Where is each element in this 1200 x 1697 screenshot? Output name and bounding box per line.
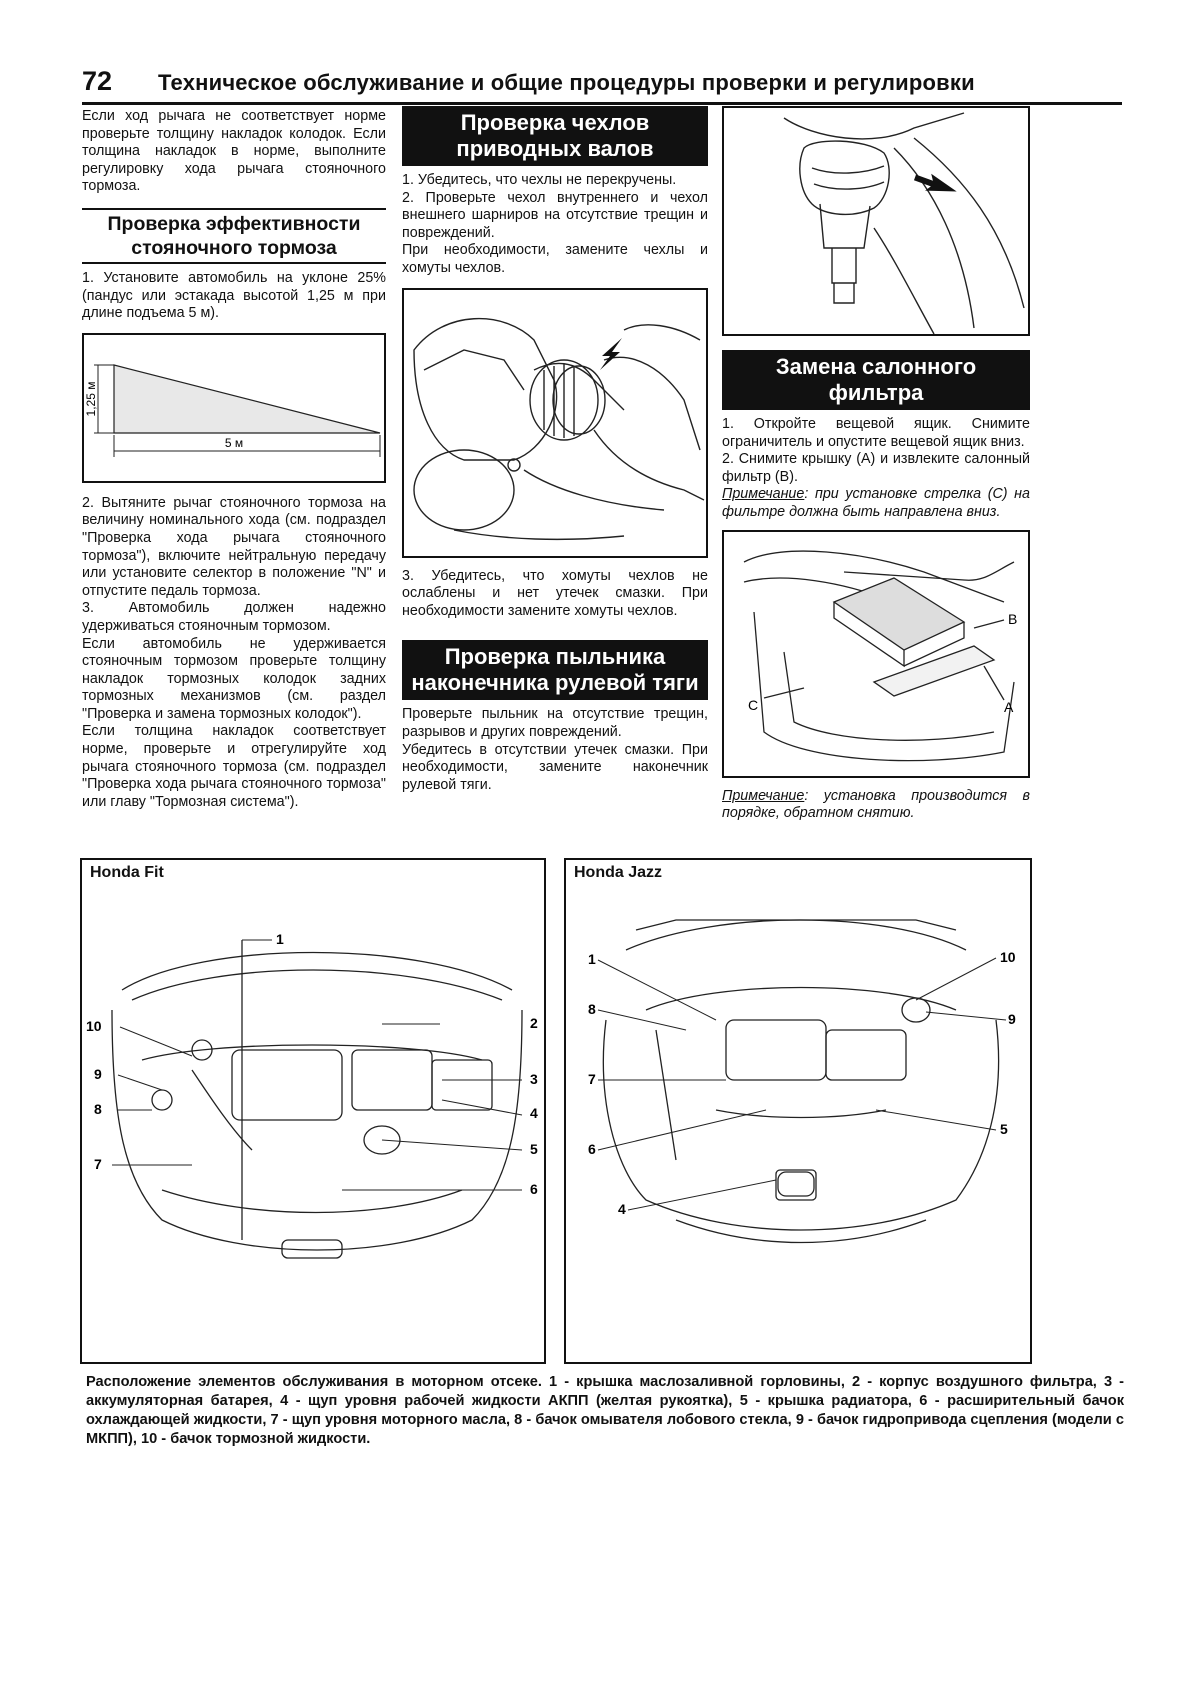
slope-figure (82, 333, 386, 483)
jazz-callout-6: 6 (588, 1141, 596, 1157)
jazz-callout-1: 1 (588, 951, 596, 967)
boots-paragraph: При необходимости, замените чехлы и хомуты чехлов. (402, 242, 708, 276)
jazz-callout-4: 4 (618, 1201, 626, 1217)
jazz-callout-9: 9 (1008, 1011, 1016, 1027)
boots-step-1: 1. Убедитесь, что чехлы не перекручены. (402, 172, 677, 188)
cv-boot-illustration (404, 290, 706, 556)
jazz-callout-5: 5 (1000, 1121, 1008, 1137)
cabin-filter-illustration (724, 532, 1028, 776)
figure-caption: Расположение элементов обслуживания в моторном отсеке. 1 - крышка маслозаливной горловины, 2 - корпус воздушного фильтра, 3 - аккумуляторная батарея, 4 - щуп уровня рабочей жидкости АКПП (желтая рукоятка), 5 - крышка радиатора, 6 - расширительный бачок охлаждающей жидкости, 7 - щуп уровня моторного масла, 8 - бачок омывателя лобового стекла, 9 - бачок гидропривода сцепления (модели с МКПП), 10 - бачок тормозной жидкости. (86, 1374, 1124, 1447)
section-title-cv-boots: Проверка чехлов приводных валов (402, 106, 708, 166)
boots-step-3: 3. Убедитесь, что хомуты чехлов не ослаблены и нет утечек смазки. При необходимости замените хомуты чехлов. (402, 567, 708, 619)
jazz-callout-10: 10 (1000, 949, 1016, 965)
cabin-filter-figure (722, 530, 1030, 778)
honda-fit-panel (80, 858, 546, 1364)
middle-column (402, 106, 708, 794)
fit-callout-1: 1 (276, 931, 284, 947)
paragraph-adjust: Если толщина накладок соответствует норме, проверьте и отрегулируйте ход рычага стояночного тормоза (см. подраздел "Проверка хода рычага стояночного тормоза" или главу "Тормозная система"). (82, 723, 386, 810)
filter-label-b: B (1008, 610, 1018, 627)
intro-paragraph: Если ход рычага не соответствует норме проверьте толщину накладок колодок. Если толщина накладок в норме, выполните регулировку хода рычага стояночного тормоза. (82, 108, 386, 195)
filter-step-2: 2. Снимите крышку (A) и извлеките салонный фильтр (B). (722, 451, 1030, 485)
tie-rod-illustration (724, 108, 1028, 334)
honda-fit-engine-illustration (82, 860, 544, 1362)
note-label: Примечание (722, 787, 805, 804)
fit-callout-4: 4 (530, 1105, 538, 1121)
honda-jazz-engine-illustration (566, 860, 1030, 1362)
fit-callout-8: 8 (94, 1101, 102, 1117)
tie-rod-paragraph-1: Проверьте пыльник на отсутствие трещин, разрывов и других повреждений. (402, 706, 708, 740)
fit-callout-6: 6 (530, 1181, 538, 1197)
tie-rod-paragraph-2: Убедитесь в отсутствии утечек смазки. При необходимости, замените наконечник рулевой тяги. (402, 741, 708, 793)
fit-callout-9: 9 (94, 1066, 102, 1082)
fit-callout-2: 2 (530, 1015, 538, 1031)
page-number: 72 (82, 66, 113, 96)
running-title: Техническое обслуживание и общие процедуры проверки и регулировки (158, 70, 975, 95)
tie-rod-figure (722, 106, 1030, 336)
filter-note-1 (722, 486, 1030, 521)
section-title-cabin-filter: Замена салонного фильтра (722, 350, 1030, 410)
honda-jazz-panel (564, 858, 1032, 1364)
note-label: Примечание (722, 486, 805, 503)
filter-step-1: 1. Откройте вещевой ящик. Снимите ограничитель и опустите вещевой ящик вниз. (722, 416, 1030, 450)
jazz-callout-8: 8 (588, 1001, 596, 1017)
step-3: 3. Автомобиль должен надежно удерживаться стояночным тормозом. (82, 600, 386, 634)
boots-step-2: 2. Проверьте чехол внутреннего и чехол внешнего шарниров на отсутствие трещин и повреждений. (402, 189, 708, 241)
fit-callout-5: 5 (530, 1141, 538, 1157)
page-header (82, 66, 1122, 105)
fit-callout-3: 3 (530, 1071, 538, 1087)
right-column (722, 106, 1030, 823)
slope-height-label: 1,25 м (84, 381, 98, 417)
paragraph-pads: Если автомобиль не удерживается стояночным тормозом проверьте толщину накладок тормозных колодок задних тормозных механизмов (см. раздел "Проверка и замена тормозных колодок"). (82, 635, 386, 722)
cv-boot-figure (402, 288, 708, 558)
fit-callout-7: 7 (94, 1156, 102, 1172)
note-text: : установка производится в порядке, обратном снятию. (722, 787, 1030, 822)
step-2: 2. Вытяните рычаг стояночного тормоза на величину номинального хода (см. подраздел "Проверка хода рычага стояночного тормоза"), включите нейтральную передачу или установите селектор в положение "N" и отпустите педаль тормоза. (82, 494, 386, 599)
note-text: : при установке стрелка (C) на фильтре должна быть направлена вниз. (722, 486, 1030, 520)
section-title-tie-rod-boot: Проверка пыльника наконечника рулевой тяги (402, 640, 708, 700)
filter-note-2 (722, 788, 1030, 823)
panel-title-jazz: Honda Jazz (574, 864, 663, 881)
jazz-callout-7: 7 (588, 1071, 596, 1087)
fit-callout-10: 10 (86, 1018, 102, 1034)
slope-diagram (84, 335, 384, 481)
slope-length-label: 5 м (224, 435, 244, 450)
filter-label-c: C (748, 696, 759, 713)
left-column (82, 108, 386, 811)
panel-title-fit: Honda Fit (90, 864, 164, 881)
section-title-parking-brake: Проверка эффективности стояночного тормоза (82, 208, 386, 264)
filter-label-a: A (1004, 698, 1014, 715)
step-1: 1. Установите автомобиль на уклоне 25% (пандус или эстакада высотой 1,25 м при длине подъема 5 м). (82, 269, 386, 322)
